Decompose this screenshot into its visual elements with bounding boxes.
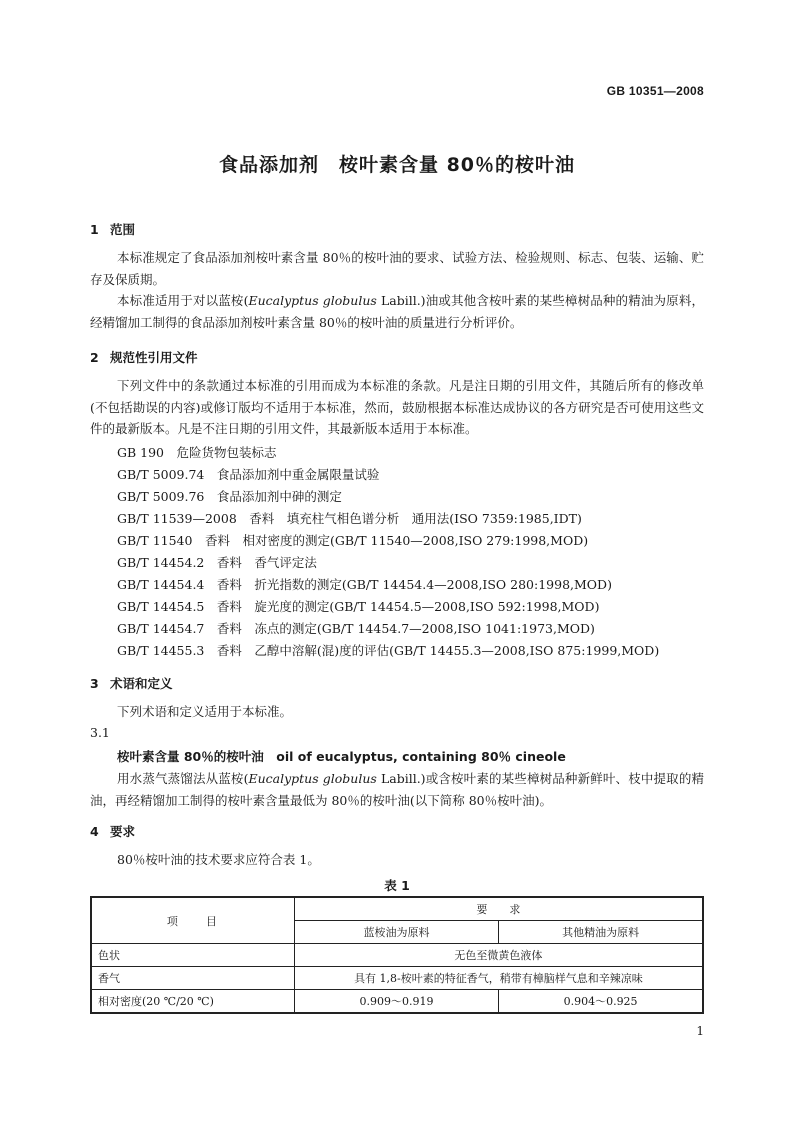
reference-item: GB/T 11540 香料 相对密度的测定(GB/T 11540—2008,ISO 279:1998,MOD)	[117, 533, 589, 548]
row-item: 色状	[91, 944, 294, 967]
text-run: 本标准适用于对以蓝桉(	[117, 293, 249, 308]
header-item: 项 目	[91, 897, 294, 944]
row-value: 具有 1,8-桉叶素的特征香气，稍带有樟脑样气息和辛辣凉味	[294, 967, 703, 990]
reference-item: GB/T 14454.4 香料 折光指数的测定(GB/T 14454.4—2008,ISO 280:1998,MOD)	[117, 577, 612, 592]
section-number: 4	[90, 824, 99, 839]
header-requirement: 要 求	[294, 897, 703, 921]
section-2-heading	[90, 348, 198, 366]
table-header-row	[91, 897, 703, 921]
section-title: 规范性引用文件	[110, 350, 198, 365]
reference-item: GB/T 5009.74 食品添加剂中重金属限量试验	[117, 467, 380, 482]
table-row	[91, 944, 703, 967]
section-title: 术语和定义	[110, 676, 173, 691]
text-run: 用水蒸气蒸馏法从蓝桉(	[117, 771, 249, 786]
page-number: 1	[696, 1024, 704, 1038]
latin-name: Eucalyptus globulus	[248, 771, 377, 786]
term-heading: 桉叶素含量 80％的桉叶油 oil of eucalyptus, containing 80％ cineole	[117, 749, 566, 764]
reference-item: GB/T 14455.3 香料 乙醇中溶解(混)度的评估(GB/T 14455.3—2008,ISO 875:1999,MOD)	[117, 643, 660, 658]
table-caption: 表 1	[384, 878, 410, 893]
term-definition	[90, 768, 704, 811]
section-number: 3	[90, 676, 99, 691]
table-row	[91, 967, 703, 990]
text-run: Labill.)或含桉叶素的某些樟树品种新鲜叶、枝中提取的精油，再经精馏加工制得的桉叶素含量最低为 80％的桉叶油(以下简称 80％桉叶油)。	[90, 771, 704, 808]
table-row	[91, 990, 703, 1014]
section-1-para-1: 本标准规定了食品添加剂桉叶素含量 80％的桉叶油的要求、试验方法、检验规则、标志、包装、运输、贮存及保质期。	[90, 250, 704, 287]
section-4-para: 80％桉叶油的技术要求应符合表 1。	[117, 852, 320, 867]
section-3-heading	[90, 674, 173, 692]
row-item: 相对密度(20 ℃/20 ℃)	[91, 990, 294, 1014]
row-value: 无色至微黄色液体	[294, 944, 703, 967]
section-3-para: 下列术语和定义适用于本标准。	[117, 704, 293, 719]
reference-item: GB/T 14454.7 香料 冻点的测定(GB/T 14454.7—2008,ISO 1041:1973,MOD)	[117, 621, 595, 636]
section-title: 范围	[110, 222, 136, 237]
subsection-number: 3.1	[90, 725, 110, 740]
section-1-heading	[90, 220, 135, 238]
reference-item: GB/T 14454.2 香料 香气评定法	[117, 555, 317, 570]
text-run: Labill.)油或其他含桉叶素的某些樟树品种的精油为原料，经精馏加工制得的食品添加剂桉叶素含量 80％的桉叶油的质量进行分析评价。	[90, 293, 704, 330]
row-item: 香气	[91, 967, 294, 990]
latin-name: Eucalyptus globulus	[248, 293, 377, 308]
section-1-para-2	[90, 290, 704, 333]
section-title: 要求	[110, 824, 136, 839]
requirements-table	[90, 896, 704, 1014]
reference-item: GB 190 危险货物包装标志	[117, 445, 277, 460]
header-col-2: 其他精油为原料	[499, 921, 703, 944]
reference-item: GB/T 11539—2008 香料 填充柱气相色谱分析 通用法(ISO 7359:1985,IDT)	[117, 511, 582, 526]
section-2-para: 下列文件中的条款通过本标准的引用而成为本标准的条款。凡是注日期的引用文件，其随后所有的修改单(不包括勘误的内容)或修订版均不适用于本标准，然而，鼓励根据本标准达成协议的各方研究是否可使用这些文件的最新版本。凡是不注日期的引用文件，其最新版本适用于本标准。	[90, 378, 704, 436]
section-4-heading	[90, 822, 135, 840]
header-col-1: 蓝桉油为原料	[294, 921, 498, 944]
reference-item: GB/T 14454.5 香料 旋光度的测定(GB/T 14454.5—2008,ISO 592:1998,MOD)	[117, 599, 600, 614]
standard-number: GB 10351—2008	[606, 84, 704, 98]
section-number: 2	[90, 350, 99, 365]
row-value-1: 0.909～0.919	[294, 990, 498, 1014]
section-number: 1	[90, 222, 99, 237]
row-value-2: 0.904～0.925	[499, 990, 703, 1014]
reference-item: GB/T 5009.76 食品添加剂中砷的测定	[117, 489, 342, 504]
document-title: 食品添加剂 桉叶素含量 80％的桉叶油	[218, 154, 576, 176]
